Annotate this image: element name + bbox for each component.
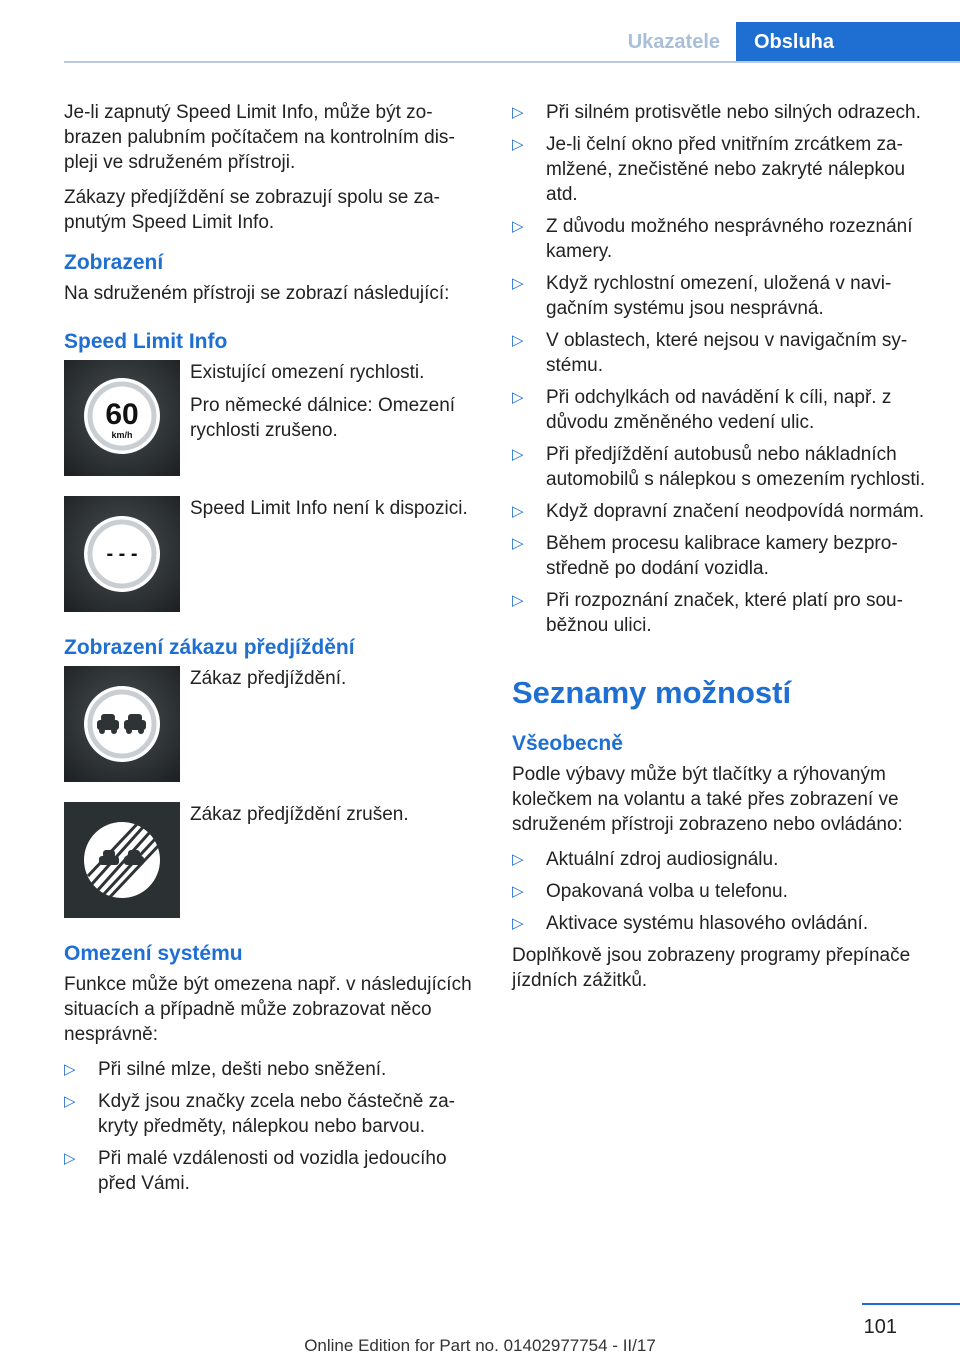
sign-unit: km/h: [111, 430, 133, 440]
list-item: ▷ Když rychlostní omezení, uložená v navigačním systému jsou nesprávná.: [512, 273, 892, 319]
zobrazeni-text: Na sdruženém přístroji se zobrazí následující:: [64, 283, 450, 304]
list-item: ▷ Když dopravní značení neodpovídá normám.: [512, 501, 925, 522]
right-column: [512, 100, 932, 1003]
list-item: ▷ Během procesu kalibrace kamery bezprostředně po dodání vozidla.: [512, 533, 898, 579]
no-overtaking-sign-icon: [64, 666, 180, 782]
footer-divider: [862, 1303, 960, 1305]
sign-row-no-overtaking: [64, 666, 474, 782]
bullet-triangle-icon: ▷: [512, 104, 524, 121]
heading-vseobecne: Všeobecně: [512, 732, 623, 755]
list-item: ▷ Aktuální zdroj audiosignálu.: [512, 849, 779, 870]
sign-dashes: - - -: [106, 543, 138, 565]
bullet-triangle-icon: ▷: [64, 1093, 76, 1110]
bullet-triangle-icon: ▷: [64, 1150, 76, 1167]
intro-paragraph-1: Je-li zapnutý Speed Limit Info, může být zobrazen palubním počítačem na kontrolním displeji ve sdruženém přístroji.: [64, 102, 455, 173]
bullet-triangle-icon: ▷: [512, 535, 524, 552]
bullet-triangle-icon: ▷: [512, 275, 524, 292]
sign-value: 60: [105, 398, 139, 431]
list-item: ▷ Při silném protisvětle nebo silných odrazech.: [512, 102, 921, 123]
sign4-text: Zákaz předjíždění zrušen.: [190, 804, 409, 825]
list-item: ▷ Opakovaná volba u telefonu.: [512, 881, 788, 902]
sign3-text: Zákaz předjíždění.: [190, 668, 347, 689]
list-item: ▷ Aktivace systému hlasového ovládání.: [512, 913, 869, 934]
bullet-triangle-icon: ▷: [64, 1061, 76, 1078]
list-item: ▷ Při odchylkách od navádění k cíli, např. z důvodu změněného vedení ulic.: [512, 387, 892, 433]
list-item: ▷ Při předjíždění autobusů nebo nákladních automobilů s nálepkou s omezením rychlosti.: [512, 444, 926, 490]
header-divider: [64, 61, 960, 63]
end-of-no-overtaking-sign-icon: [64, 802, 180, 918]
left-column: [64, 100, 474, 1203]
sign1-text-1: Existující omezení rychlosti.: [190, 362, 425, 383]
list-item: ▷ Při malé vzdálenosti od vozidla jedoucího před Vámi.: [64, 1148, 447, 1194]
intro-paragraph-2: Zákazy předjíždění se zobrazují spolu se zapnutým Speed Limit Info.: [64, 187, 440, 233]
sign-row-no-overtaking-end: [64, 802, 474, 918]
bullet-triangle-icon: ▷: [512, 389, 524, 406]
heading-seznamy-moznosti: Seznamy možností: [512, 675, 792, 710]
list-item: ▷ Při rozpoznání značek, které platí pro souběžnou ulici.: [512, 590, 903, 636]
list-item: ▷ V oblastech, které nejsou v navigačním systému.: [512, 330, 908, 376]
bullet-triangle-icon: ▷: [512, 851, 524, 868]
speed-limit-unavailable-sign-icon: [64, 496, 180, 612]
page-number: 101: [863, 1316, 897, 1338]
left-bullet-list: [64, 1057, 474, 1196]
heading-omezeni-systemu: Omezení systému: [64, 942, 243, 965]
edition-footer: Online Edition for Part no. 01402977754 - II/17: [304, 1336, 656, 1355]
right-bullet-list: [512, 100, 932, 638]
heading-zobrazeni: Zobrazení: [64, 251, 164, 274]
omezeni-text: Funkce může být omezena např. v následujících situacích a případně může zobrazovat něco nesprávně:: [64, 974, 472, 1045]
list-item: ▷ Když jsou značky zcela nebo částečně zakryty předměty, nálepkou nebo barvou.: [64, 1091, 455, 1137]
bullet-triangle-icon: ▷: [512, 503, 524, 520]
speed-limit-60-sign-icon: [64, 360, 180, 476]
bullet-triangle-icon: ▷: [512, 915, 524, 932]
list-item: ▷ Z důvodu možného nesprávného rozeznání kamery.: [512, 216, 913, 262]
section-tab-obsluha[interactable]: Obsluha: [736, 22, 960, 63]
sign-row-speed-limit: [64, 360, 474, 476]
bullet-triangle-icon: ▷: [512, 883, 524, 900]
page-header: [0, 22, 960, 62]
sign-row-unavailable: [64, 496, 474, 612]
vseobecne-text: Podle výbavy může být tlačítky a rýhovaným kolečkem na volantu a také přes zobrazení ve sdruženém přístroji zobrazeno nebo ovládáno:: [512, 764, 903, 835]
sign1-text-2: Pro německé dálnice: Omezení rychlosti zrušeno.: [190, 395, 456, 441]
right-bullet-list-2: [512, 847, 932, 936]
bullet-triangle-icon: ▷: [512, 218, 524, 235]
bullet-triangle-icon: ▷: [512, 592, 524, 609]
bullet-triangle-icon: ▷: [512, 136, 524, 153]
heading-zakaz-predjizdeni: Zobrazení zákazu předjíždění: [64, 636, 355, 659]
sign2-text: Speed Limit Info není k dispozici.: [190, 498, 468, 519]
heading-speed-limit-info: Speed Limit Info: [64, 330, 228, 353]
bullet-triangle-icon: ▷: [512, 332, 524, 349]
section-tab-ukazatele[interactable]: Ukazatele: [627, 31, 720, 53]
list-item: ▷ Je-li čelní okno před vnitřním zrcátkem zamlžené, znečistěné nebo zakryté nálepkou atd.: [512, 134, 906, 205]
outro-text: Doplňkově jsou zobrazeny programy přepínače jízdních zážitků.: [512, 945, 911, 991]
list-item: ▷ Při silné mlze, dešti nebo sněžení.: [64, 1059, 387, 1080]
bullet-triangle-icon: ▷: [512, 446, 524, 463]
